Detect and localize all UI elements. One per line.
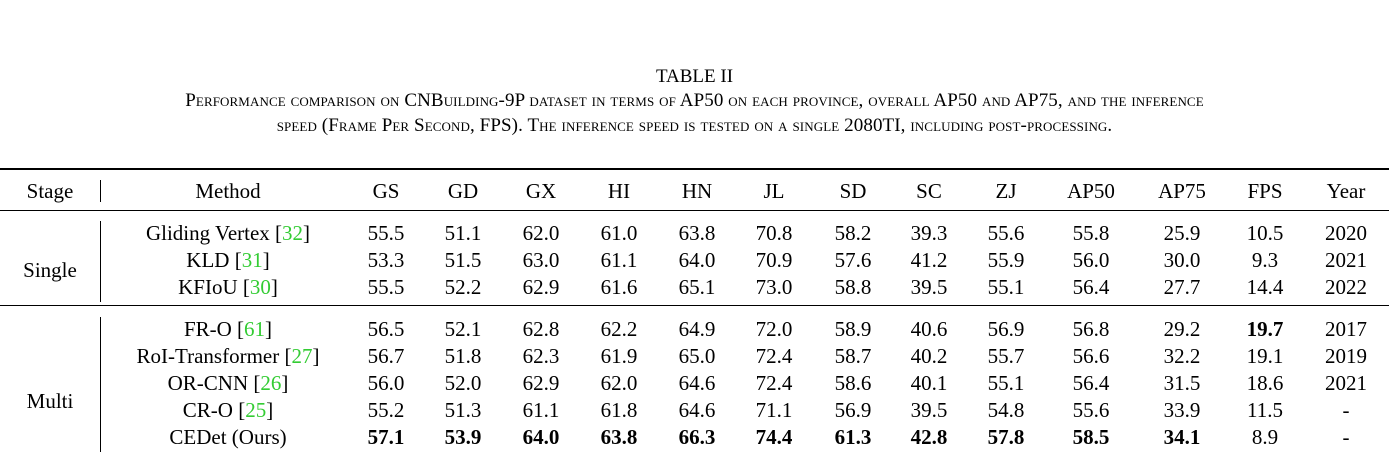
- value-year: 2022: [1325, 275, 1367, 299]
- column-header-gd: GD: [447, 179, 479, 203]
- value-year: 2019: [1325, 344, 1367, 368]
- method-name: [146, 221, 310, 245]
- value-hn: 64.6: [678, 371, 716, 395]
- value-fps: 10.5: [1246, 221, 1284, 245]
- value-ap50: 55.8: [1072, 221, 1110, 245]
- citation-link[interactable]: 25: [245, 398, 267, 422]
- value-zj: 55.9: [987, 248, 1025, 272]
- value-fps: 19.1: [1246, 344, 1284, 368]
- value-hi: 62.0: [600, 371, 638, 395]
- method-label: RoI-Transformer [: [136, 344, 292, 368]
- value-gd: 51.8: [444, 344, 482, 368]
- value-fps: 8.9: [1251, 425, 1279, 449]
- method-name: [137, 344, 320, 368]
- value-fps: 19.7: [1246, 317, 1284, 341]
- value-jl: 72.0: [755, 317, 793, 341]
- method-label: OR-CNN [: [167, 371, 261, 395]
- citation-link[interactable]: 31: [241, 248, 263, 272]
- column-header-sd: SD: [839, 179, 867, 203]
- value-zj: 54.8: [987, 398, 1025, 422]
- method-label: CR-O [: [182, 398, 246, 422]
- value-gs: 56.5: [367, 317, 405, 341]
- column-header-gs: GS: [372, 179, 400, 203]
- value-zj: 55.7: [987, 344, 1025, 368]
- value-ap50: 56.6: [1072, 344, 1110, 368]
- value-ap75: 32.2: [1163, 344, 1201, 368]
- value-gx: 62.8: [522, 317, 560, 341]
- value-hn: 63.8: [678, 221, 716, 245]
- value-hn: 65.0: [678, 344, 716, 368]
- value-ap75: 27.7: [1163, 275, 1201, 299]
- citation-bracket: ]: [270, 275, 278, 299]
- value-hi: 61.0: [600, 221, 638, 245]
- value-gd: 53.9: [444, 425, 482, 449]
- value-hn: 64.6: [678, 398, 716, 422]
- value-gx: 62.0: [522, 221, 560, 245]
- value-hi: 61.1: [600, 248, 638, 272]
- value-gx: 63.0: [522, 248, 560, 272]
- method-name: [178, 275, 278, 299]
- value-jl: 74.4: [755, 425, 793, 449]
- value-sd: 58.8: [834, 275, 872, 299]
- value-sd: 58.6: [834, 371, 872, 395]
- value-gx: 62.3: [522, 344, 560, 368]
- value-year: -: [1342, 425, 1350, 449]
- table-top-rule: [0, 168, 1389, 170]
- value-sd: 58.9: [834, 317, 872, 341]
- citation-bracket: ]: [303, 221, 311, 245]
- value-gs: 57.1: [367, 425, 405, 449]
- citation-bracket: ]: [312, 344, 320, 368]
- value-fps: 11.5: [1247, 398, 1283, 422]
- value-zj: 55.1: [987, 371, 1025, 395]
- column-header-stage: Stage: [26, 179, 74, 203]
- citation-link[interactable]: 27: [291, 344, 313, 368]
- method-label: KFIoU [: [178, 275, 250, 299]
- stage-label-multi: Multi: [26, 389, 74, 413]
- value-ap50: 56.4: [1072, 371, 1110, 395]
- citation-link[interactable]: 61: [244, 317, 266, 341]
- value-sd: 58.7: [834, 344, 872, 368]
- value-gd: 51.1: [444, 221, 482, 245]
- value-hi: 61.6: [600, 275, 638, 299]
- value-gd: 51.5: [444, 248, 482, 272]
- citation-bracket: ]: [266, 398, 274, 422]
- column-header-hn: HN: [681, 179, 713, 203]
- value-ap50: 56.4: [1072, 275, 1110, 299]
- column-header-sc: SC: [916, 179, 942, 203]
- column-header-jl: JL: [763, 179, 785, 203]
- column-header-gx: GX: [525, 179, 557, 203]
- value-jl: 70.9: [755, 248, 793, 272]
- value-sc: 41.2: [910, 248, 948, 272]
- method-name: [169, 425, 286, 449]
- stage-label-single: Single: [23, 258, 77, 282]
- value-hn: 66.3: [678, 425, 716, 449]
- value-sc: 39.5: [910, 275, 948, 299]
- value-gs: 56.7: [367, 344, 405, 368]
- value-gx: 62.9: [522, 371, 560, 395]
- column-header-fps: FPS: [1247, 179, 1283, 203]
- value-ap50: 56.8: [1072, 317, 1110, 341]
- value-sc: 39.5: [910, 398, 948, 422]
- value-fps: 14.4: [1246, 275, 1284, 299]
- method-name: [168, 371, 289, 395]
- value-ap75: 30.0: [1163, 248, 1201, 272]
- value-sd: 56.9: [834, 398, 872, 422]
- value-gx: 61.1: [522, 398, 560, 422]
- value-gd: 51.3: [444, 398, 482, 422]
- value-hn: 64.9: [678, 317, 716, 341]
- citation-link[interactable]: 32: [282, 221, 304, 245]
- column-header-zj: ZJ: [995, 179, 1017, 203]
- value-ap75: 25.9: [1163, 221, 1201, 245]
- value-year: 2020: [1325, 221, 1367, 245]
- value-hi: 62.2: [600, 317, 638, 341]
- value-jl: 73.0: [755, 275, 793, 299]
- table-caption-line-2: speed (Frame Per Second, FPS). The inference speed is tested on a single 2080TI, including post-processing.: [276, 115, 1113, 136]
- column-header-ap75: AP75: [1158, 179, 1206, 203]
- value-gx: 64.0: [522, 425, 560, 449]
- value-year: 2021: [1325, 371, 1367, 395]
- value-year: -: [1342, 398, 1350, 422]
- value-hn: 64.0: [678, 248, 716, 272]
- column-header-method: Method: [195, 179, 261, 203]
- value-sc: 39.3: [910, 221, 948, 245]
- column-header-ap50: AP50: [1067, 179, 1115, 203]
- value-sd: 58.2: [834, 221, 872, 245]
- column-header-year: Year: [1326, 179, 1366, 203]
- citation-bracket: ]: [262, 248, 270, 272]
- table-caption-title: TABLE II: [655, 66, 734, 87]
- method-label: Gliding Vertex [: [145, 221, 283, 245]
- stage-divider-header: [100, 180, 101, 202]
- stage-divider-single: [100, 221, 101, 302]
- value-gs: 55.2: [367, 398, 405, 422]
- value-sc: 40.2: [910, 344, 948, 368]
- value-zj: 56.9: [987, 317, 1025, 341]
- value-zj: 55.6: [987, 221, 1025, 245]
- method-name: [183, 398, 273, 422]
- value-ap75: 34.1: [1163, 425, 1201, 449]
- citation-link[interactable]: 30: [249, 275, 271, 299]
- method-label: FR-O [: [183, 317, 245, 341]
- value-gd: 52.1: [444, 317, 482, 341]
- value-gs: 55.5: [367, 275, 405, 299]
- value-year: 2017: [1325, 317, 1367, 341]
- value-ap50: 58.5: [1072, 425, 1110, 449]
- value-year: 2021: [1325, 248, 1367, 272]
- value-ap75: 33.9: [1163, 398, 1201, 422]
- value-sc: 42.8: [910, 425, 948, 449]
- column-header-hi: HI: [607, 179, 631, 203]
- value-hi: 61.9: [600, 344, 638, 368]
- method-name: [184, 317, 272, 341]
- method-label: KLD [: [186, 248, 242, 272]
- value-hi: 63.8: [600, 425, 638, 449]
- stage-divider-multi: [100, 317, 101, 452]
- value-hn: 65.1: [678, 275, 716, 299]
- value-gs: 55.5: [367, 221, 405, 245]
- value-ap50: 55.6: [1072, 398, 1110, 422]
- table-caption-line-1: Performance comparison on CNBuilding-9P dataset in terms of AP50 on each province, overall AP50 and AP75, and the inference: [185, 90, 1204, 111]
- value-fps: 18.6: [1246, 371, 1284, 395]
- value-zj: 55.1: [987, 275, 1025, 299]
- value-sd: 57.6: [834, 248, 872, 272]
- value-jl: 71.1: [755, 398, 793, 422]
- value-gd: 52.0: [444, 371, 482, 395]
- value-sc: 40.1: [910, 371, 948, 395]
- value-gd: 52.2: [444, 275, 482, 299]
- citation-bracket: ]: [281, 371, 289, 395]
- group-separator-rule: [0, 305, 1389, 306]
- value-jl: 72.4: [755, 371, 793, 395]
- method-name: [186, 248, 269, 272]
- value-gx: 62.9: [522, 275, 560, 299]
- citation-bracket: ]: [265, 317, 273, 341]
- value-hi: 61.8: [600, 398, 638, 422]
- citation-link[interactable]: 26: [260, 371, 282, 395]
- value-jl: 70.8: [755, 221, 793, 245]
- value-jl: 72.4: [755, 344, 793, 368]
- value-sd: 61.3: [834, 425, 872, 449]
- value-ap75: 31.5: [1163, 371, 1201, 395]
- value-sc: 40.6: [910, 317, 948, 341]
- value-ap75: 29.2: [1163, 317, 1201, 341]
- value-zj: 57.8: [987, 425, 1025, 449]
- value-fps: 9.3: [1251, 248, 1279, 272]
- value-gs: 53.3: [367, 248, 405, 272]
- value-ap50: 56.0: [1072, 248, 1110, 272]
- header-separator-rule: [0, 210, 1389, 211]
- method-label: CEDet (Ours): [169, 425, 287, 449]
- value-gs: 56.0: [367, 371, 405, 395]
